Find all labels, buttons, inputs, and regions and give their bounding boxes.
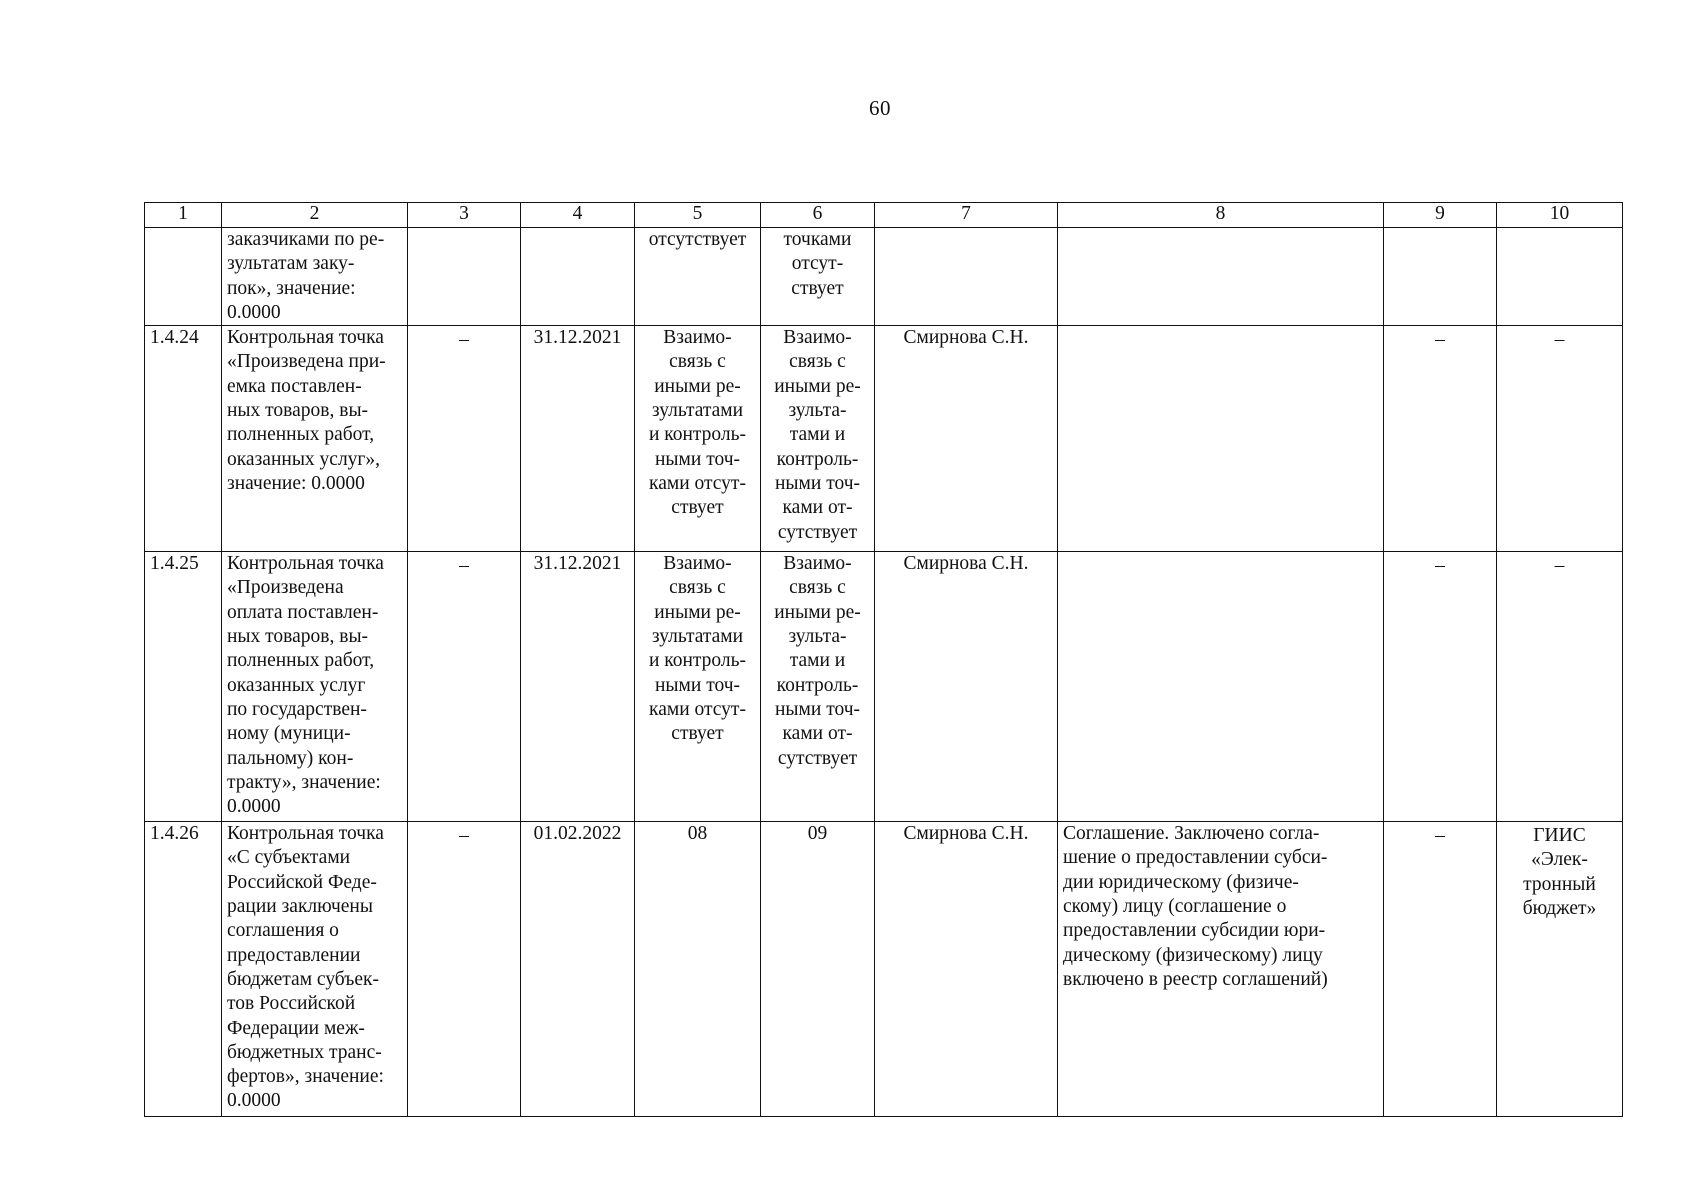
column-3-value [413,228,515,230]
row-number-cell [145,822,222,1117]
control-point-name: заказчиками по ре- зультатам заку- пок», значение: 0.0000 [227,229,385,323]
responsible-person: Смирнова С.Н. [903,327,1029,349]
responsible-cell [875,228,1058,326]
column-6-value: Взаимо- связь с иными ре- зульта- тами и контроль- ными точ- ками от- сутствует [774,327,861,543]
table-row [145,822,1623,1117]
column-6-cell [761,552,875,822]
column-header: 5 [635,203,761,228]
column-header: 2 [222,203,408,228]
column-6-cell [761,822,875,1117]
row-number-cell [145,228,222,326]
information-system: – [1554,329,1565,351]
table-row [145,326,1623,552]
information-system: – [1554,555,1565,577]
column-5-cell [635,552,761,822]
row-number: 1.4.24 [150,327,199,349]
information-system [1502,228,1617,230]
row-number-cell [145,552,222,822]
column-6-value: точками отсут- ствует [783,229,852,299]
column-9-cell [1384,228,1497,326]
date-cell [521,326,635,552]
date-value: 31.12.2021 [533,327,622,349]
responsible-person: Смирнова С.Н. [903,553,1029,575]
document-description: Соглашение. Заключено согла- шение о предоставлении субси- дии юридическому (физиче- скому) лицу (соглашение о предоставлении субсидии юри- дическому (физическому) лицу включено в реестр соглашений) [1063,823,1328,990]
column-6-value: 09 [807,823,828,845]
name-cell [222,822,408,1117]
column-9-value: – [1435,825,1445,847]
column-6-value: Взаимо- связь с иными ре- зульта- тами и контроль- ными точ- ками от- сутствует [774,553,861,769]
column-5-cell [635,228,761,326]
control-point-name: Контрольная точка «Произведена при- емка поставлен- ных товаров, вы- полненных работ, оказанных услуг», значение: 0.0000 [227,327,386,494]
responsible-cell [875,552,1058,822]
column-3-value: – [459,555,469,577]
column-9-cell [1384,822,1497,1117]
name-cell [222,552,408,822]
column-3-value: – [459,825,469,847]
document-cell [1058,326,1384,552]
column-9-value: – [1435,555,1445,577]
column-9-cell [1384,552,1497,822]
column-header: 8 [1058,203,1384,228]
column-5-cell [635,822,761,1117]
document-cell [1058,822,1384,1117]
column-3-cell [408,228,521,326]
information-system: ГИИС «Элек- тронный бюджет» [1522,825,1597,920]
column-3-value: – [459,329,469,351]
system-cell [1497,326,1623,552]
column-9-value: – [1435,329,1445,351]
column-5-cell [635,326,761,552]
table-row [145,228,1623,326]
date-cell [521,822,635,1117]
table-row [145,552,1623,822]
column-header: 6 [761,203,875,228]
column-number-row [145,203,1623,228]
page-number: 60 [869,96,891,120]
column-header: 3 [408,203,521,228]
column-3-cell [408,326,521,552]
date-cell [521,228,635,326]
column-5-value: Взаимо- связь с иными ре- зультатами и контроль- ными точ- ками отсут- ствует [648,553,747,745]
date-value: 01.02.2022 [533,823,622,845]
date-cell [521,552,635,822]
responsible-cell [875,326,1058,552]
column-3-cell [408,552,521,822]
column-header: 4 [521,203,635,228]
column-5-value: отсутствует [648,229,747,250]
responsible-cell [875,822,1058,1117]
column-header: 9 [1384,203,1497,228]
name-cell [222,228,408,326]
row-number: 1.4.25 [150,553,199,575]
row-number: 1.4.26 [150,823,199,845]
column-5-value: 08 [687,823,708,845]
system-cell [1497,228,1623,326]
system-cell [1497,822,1623,1117]
control-points-table [144,202,1623,1117]
column-header: 1 [145,203,222,228]
control-point-name: Контрольная точка «С субъектами Российской Феде- рации заключены соглашения о предоставлении бюджетам субъек- тов Российской Федерации меж- бюджетных транс- фертов», значение: 0.0000 [227,823,384,1112]
column-9-cell [1384,326,1497,552]
column-6-cell [761,228,875,326]
column-header: 7 [875,203,1058,228]
column-header: 10 [1497,203,1623,228]
column-9-value [1389,228,1491,230]
system-cell [1497,552,1623,822]
control-point-name: Контрольная точка «Произведена оплата поставлен- ных товаров, вы- полненных работ, оказанных услуг по государствен- ному (муници- пальному) кон- тракту», значение: 0.0000 [227,553,384,818]
document-cell [1058,228,1384,326]
name-cell [222,326,408,552]
responsible-person: Смирнова С.Н. [903,823,1029,845]
date-value: 31.12.2021 [533,553,622,575]
column-6-cell [761,326,875,552]
column-3-cell [408,822,521,1117]
column-5-value: Взаимо- связь с иными ре- зультатами и контроль- ными точ- ками отсут- ствует [648,327,747,519]
document-cell [1058,552,1384,822]
row-number-cell [145,326,222,552]
